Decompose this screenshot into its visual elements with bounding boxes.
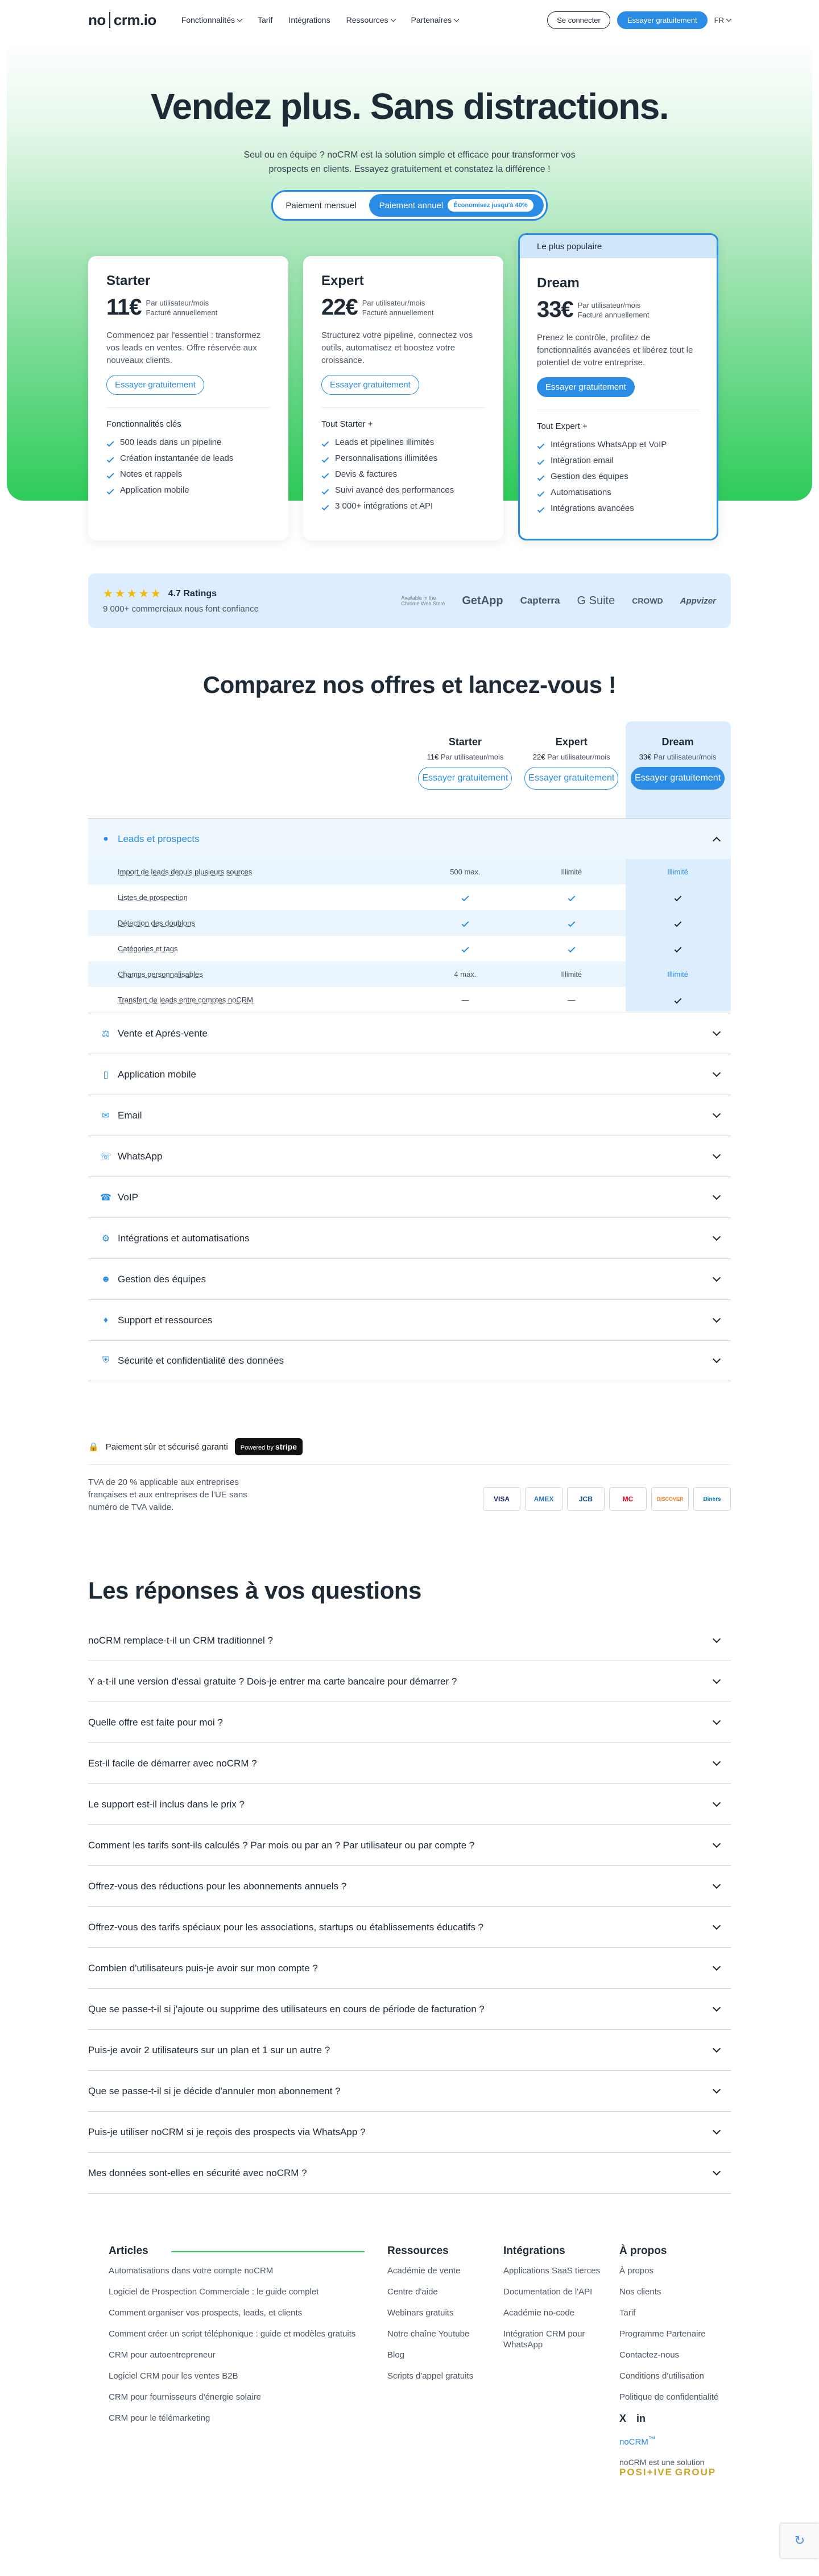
footer-link[interactable]: Tarif [619,2308,636,2318]
footer-link[interactable]: Scripts d'appel gratuits [387,2371,474,2381]
plan-desc: Structurez votre pipeline, connectez vos outils, automatisez et boostez votre croissance. [321,331,473,365]
section-title: Sécurité et confidentialité des données [118,1355,284,1366]
compare-cell-value: 500 max. [450,868,481,876]
chevron-down-icon [713,1921,721,1929]
chevron-down-icon [713,1798,721,1806]
footer-integrations [503,2245,619,2478]
footer-link[interactable]: CRM pour autoentrepreneur [109,2350,216,2360]
compare-row [88,910,731,936]
footer-link[interactable]: Nos clients [619,2287,661,2297]
footer-link[interactable]: Logiciel de Prospection Commerciale : le guide complet [109,2287,319,2297]
footer-heading: À propos [619,2245,667,2257]
footer-link[interactable]: Applications SaaS tierces [503,2266,601,2276]
plan-name: Dream [537,275,580,291]
chevron-down-icon [713,1634,721,1642]
support-icon: ♦ [103,1315,109,1325]
faq-question: Puis-je avoir 2 utilisateurs sur un plan et 1 sur un autre ? [88,2044,330,2055]
chevron-down-icon [713,1355,721,1363]
chevron-down-icon [713,1839,721,1847]
footer-heading: Intégrations [503,2245,565,2257]
capterra-logo[interactable]: Capterra [520,595,560,606]
footer-link[interactable]: Notre chaîne Youtube [387,2329,470,2339]
logo-text-a: no [88,11,106,28]
compare-row-label[interactable]: Listes de prospection [118,893,188,902]
users-icon: ☻ [101,1274,111,1284]
plan-desc: Prenez le contrôle, profitez de fonctionnalités avancées et libérez tout le potentiel de votre entreprise. [537,333,693,368]
check-icon [537,474,545,481]
chevron-down-icon [713,1675,721,1683]
chevron-down-icon [713,1716,721,1724]
footer-resources [387,2245,503,2478]
billing-toggle [271,190,547,221]
compare-cell-value: Illimité [667,868,688,876]
star-icon: ★ [126,587,137,600]
faq-question: Le support est-il inclus dans le prix ? [88,1798,245,1810]
faq-item[interactable] [88,1948,731,1989]
compare-row-label[interactable]: Import de leads depuis plusieurs sources [118,868,253,876]
section-title: Leads et prospects [118,833,200,844]
nav-integrations[interactable]: Intégrations [288,15,330,24]
check-icon [537,458,545,465]
card-logos [483,1487,731,1511]
faq-question: Mes données sont-elles en sécurité avec noCRM ? [88,2167,307,2178]
star-icon: ★ [114,587,125,600]
chevron-down-icon [713,2085,721,2093]
linkedin-icon[interactable]: in [636,2413,646,2424]
features-title: Tout Starter + [321,419,373,429]
feature-item: Gestion des équipes [537,469,700,485]
check-icon [624,893,731,902]
chevron-down-icon [713,2126,721,2134]
price-billing: Facturé annuellement [577,310,650,319]
plan-card-dream [518,233,718,540]
footer-heading: Ressources [387,2245,449,2257]
footer-link[interactable]: Académie no-code [503,2308,575,2318]
compare-row [88,987,731,1013]
chevron-down-icon [713,1068,721,1076]
faq-question: Que se passe-t-il si je décide d'annuler mon abonnement ? [88,2085,341,2096]
features-title: Tout Expert + [537,422,588,431]
section-title: Support et ressources [118,1314,213,1326]
chevron-down-icon [713,1027,721,1035]
section-toggle[interactable] [88,1258,731,1299]
nav-cta-button[interactable]: Essayer gratuitement [617,11,708,29]
top-nav [88,0,731,40]
positive-group[interactable]: noCRM est une solution POSI+IVE GROUP [619,2458,717,2478]
language-select[interactable]: FR [714,16,731,24]
popular-badge: Le plus populaire [520,235,717,258]
plan-price: 33€ [537,297,573,322]
compare-row [88,961,731,987]
check-icon [624,996,731,1004]
shield-icon: ⛨ [102,1356,109,1365]
compare-col-expert: Expert 22€ Par utilisateur/mois Essayer gratuitement [518,721,624,818]
payment-info [88,1438,731,1529]
secure-text: Paiement sûr et sécurisé garanti [105,1442,228,1452]
section-title: Vente et Après-vente [118,1027,208,1039]
crowd-logo[interactable]: CROWD [632,596,663,605]
footer-link[interactable]: Automatisations dans votre compte noCRM [109,2266,274,2276]
section-title: WhatsApp [118,1150,163,1162]
faq-item[interactable] [88,1784,731,1825]
feature-item: Devis & factures [321,467,485,482]
compare-row-label[interactable]: Transfert de leads entre comptes noCRM [118,996,253,1004]
compare-cell-value: Illimité [561,868,582,876]
plan-cta-button[interactable]: Essayer gratuitement [321,375,419,395]
feature-item: Personnalisations illimitées [321,451,485,467]
footer-link[interactable]: Intégration CRM pour WhatsApp [503,2329,585,2350]
section-title: Email [118,1109,142,1121]
footer-link[interactable]: Logiciel CRM pour les ventes B2B [109,2371,238,2381]
check-icon [322,456,329,463]
feature-item: Suivi avancé des performances [321,482,485,498]
compare-row [88,936,731,961]
plan-name: Starter [106,273,151,288]
compare-row-label[interactable]: Catégories et tags [118,944,178,953]
faq-item[interactable] [88,1743,731,1784]
plan-card-expert [303,256,503,540]
compare-cell-value: — [568,996,576,1004]
feature-item: Leads et pipelines illimités [321,435,485,451]
hero-subtitle: Seul ou en équipe ? noCRM est la solution simple et efficace pour transformer vos prospects en clients. Essayez gratuitement et constatez la différence ! [243,150,576,174]
footer-link[interactable]: Programme Partenaire [619,2329,706,2339]
chevron-down-icon [713,1962,721,1970]
faq-question: Offrez-vous des réductions pour les abonnements annuels ? [88,1880,347,1892]
check-icon [624,919,731,927]
chevron-down-icon [390,16,396,22]
chevron-down-icon [713,1880,721,1888]
check-icon [107,456,114,463]
feature-item: Intégrations WhatsApp et VoIP [537,437,700,453]
stripe-badge: Powered by stripe [235,1438,303,1455]
faq-item[interactable] [88,2112,731,2153]
visa-icon: VISA [483,1487,520,1511]
footer-about [619,2245,727,2478]
getapp-logo[interactable]: GetApp [462,594,503,607]
check-icon [107,488,114,495]
compare-col-name: Expert [555,736,588,748]
price-billing: Facturé annuellement [146,308,218,317]
price-unit: Par utilisateur/mois [362,298,425,307]
nav-features[interactable]: Fonctionnalités [181,15,242,24]
feature-item: Application mobile [106,482,270,498]
chevron-down-icon [713,1314,721,1322]
compare-row [88,859,731,885]
faq-question: noCRM remplace-t-il un CRM traditionnel ? [88,1634,274,1646]
plan-price: 11€ [106,295,142,320]
footer-link[interactable]: Politique de confidentialité [619,2392,719,2402]
footer-nocrm-logo[interactable]: noCRM™ [619,2435,656,2447]
compare-col-name: Starter [448,736,482,748]
footer-link[interactable]: Comment créer un script téléphonique : guide et modèles gratuits [109,2329,356,2339]
footer-link[interactable]: CRM pour le télémarketing [109,2413,210,2423]
chevron-down-icon [713,1273,721,1281]
check-icon [518,893,624,902]
faq-question: Y a-t-il une version d'essai gratuite ? Dois-je entrer ma carte bancaire pour démarrer ? [88,1675,457,1687]
section-toggle[interactable] [88,1054,731,1095]
compare-col-starter: Starter 11€ Par utilisateur/mois Essayer gratuitement [412,721,519,818]
faq-item[interactable] [88,1702,731,1743]
plan-cta-button[interactable]: Essayer gratuitement [537,377,635,397]
rating-score: 4.7 Ratings [168,588,217,598]
faq-item[interactable] [88,2153,731,2194]
check-icon [107,472,114,479]
faq-list [88,1620,731,2194]
feature-item: Intégrations avancées [537,501,700,517]
compare-cell-value: Illimité [667,970,688,979]
plug-icon: ⚙ [101,1233,110,1244]
logo[interactable] [88,11,156,29]
features-title: Fonctionnalités clés [106,419,181,429]
star-icon: ★ [138,587,149,600]
footer-link[interactable]: À propos [619,2266,654,2276]
price-unit: Par utilisateur/mois [577,300,641,309]
check-icon [412,919,519,927]
price-billing: Facturé annuellement [362,308,434,317]
section-toggle[interactable] [88,1217,731,1258]
footer-link[interactable]: Blog [387,2350,405,2360]
compare-row-label[interactable]: Champs personnalisables [118,970,203,979]
faq-item[interactable] [88,1661,731,1702]
compare-row-label[interactable]: Détection des doublons [118,919,195,927]
chevron-down-icon [713,1757,721,1765]
mastercard-icon: MC [609,1487,647,1511]
hero-title: Vendez plus. Sans distractions. [150,86,669,127]
mobile-icon: ▯ [103,1070,109,1080]
check-icon [412,893,519,902]
chevron-down-icon [713,1191,721,1199]
compare-row [88,885,731,910]
faq-question: Comment les tarifs sont-ils calculés ? Par mois ou par an ? Par utilisateur ou par compte ? [88,1839,475,1851]
discount-badge: Économisez jusqu'à 40% [448,199,533,212]
footer-link[interactable]: Documentation de l'API [503,2287,593,2297]
plan-cta-button[interactable]: Essayer gratuitement [106,375,204,395]
chevron-down-icon [713,2003,721,2011]
faq-item[interactable] [88,1866,731,1907]
faq-question: Est-il facile de démarrer avec noCRM ? [88,1757,257,1769]
faq-question: Quelle offre est faite pour moi ? [88,1716,223,1728]
footer-link[interactable]: Contactez-nous [619,2350,680,2360]
check-icon [537,490,545,497]
faq-question: Que se passe-t-il si j'ajoute ou supprime des utilisateurs en cours de période de facturation ? [88,2003,485,2014]
section-toggle[interactable] [88,1176,731,1217]
faq-item[interactable] [88,1620,731,1661]
rating-stars [103,588,259,600]
plan-price: 22€ [321,295,358,320]
check-icon [322,472,329,479]
tva-note: TVA de 20 % applicable aux entreprises françaises et aux entreprises de l'UE sans numéro de TVA valide. [88,1477,247,1512]
nav-resources[interactable]: Ressources [346,15,395,24]
check-icon [322,503,329,511]
section-toggle[interactable] [88,1013,731,1054]
faq-question: Puis-je utiliser noCRM si je reçois des prospects via WhatsApp ? [88,2126,366,2137]
footer-link[interactable]: Comment organiser vos prospects, leads, et clients [109,2308,303,2318]
compare-col-name: Dream [661,736,694,748]
faq-title: Les réponses à vos questions [88,1577,421,1604]
section-toggle[interactable] [88,1095,731,1136]
compare-cell-value: — [461,996,469,1004]
chevron-down-icon [237,16,243,22]
section-title: VoIP [118,1191,138,1203]
chevron-down-icon [713,2167,721,2175]
compare-cell-value: 4 max. [454,970,477,979]
rating-sub: 9 000+ commerciaux nous font confiance [103,604,259,614]
nav-partners[interactable]: Partenaires [411,15,459,24]
gsuite-logo[interactable]: G Suite [577,594,615,607]
check-icon [412,944,519,953]
star-icon: ★ [150,587,161,600]
compare-table [88,721,731,1381]
login-button[interactable]: Se connecter [547,11,610,29]
feature-item: Notes et rappels [106,467,270,482]
rating-bar [88,573,731,628]
recaptcha-icon[interactable]: ↻ [780,2524,819,2558]
check-icon [518,919,624,927]
section-title: Intégrations et automatisations [118,1232,250,1244]
nav-links [181,15,458,24]
section-title: Application mobile [118,1068,196,1080]
compare-cta-button[interactable]: Essayer gratuitement [524,767,618,790]
faq-item[interactable] [88,1825,731,1866]
feature-item: 3 000+ intégrations et API [321,498,485,514]
section-toggle[interactable] [88,1136,731,1176]
compare-cta-button[interactable]: Essayer gratuitement [418,767,512,790]
toggle-monthly[interactable]: Paiement mensuel [286,200,357,210]
section-leads[interactable] [88,818,731,859]
toggle-annual[interactable]: Paiement annuel Économisez jusqu'à 40% [369,194,544,217]
sitemap-icon: ⚖ [101,1029,110,1039]
plan-name: Expert [321,273,364,288]
footer-articles [109,2245,365,2478]
user-icon: ● [103,833,109,844]
footer-link[interactable]: Conditions d'utilisation [619,2371,704,2381]
faq-question: Offrez-vous des tarifs spéciaux pour les associations, startups ou établissements éducatifs ? [88,1921,484,1933]
check-icon [518,944,624,953]
feature-item: Automatisations [537,485,700,501]
chevron-down-icon [713,1109,721,1117]
footer-link[interactable]: CRM pour fournisseurs d'énergie solaire [109,2392,261,2402]
faq-item[interactable] [88,1989,731,2030]
plan-cards [88,233,731,540]
chrome-store-logo[interactable]: Available in the Chrome Web Store [401,595,445,606]
faq-item[interactable] [88,1907,731,1948]
star-icon: ★ [103,587,113,600]
chevron-up-icon [713,836,721,844]
envelope-icon: ✉ [102,1111,110,1121]
check-icon [624,944,731,953]
lock-icon: 🔒 [88,1442,99,1452]
chevron-down-icon [726,16,732,22]
jcb-icon: JCB [567,1487,605,1511]
check-icon [537,442,545,449]
footer [88,2245,731,2478]
check-icon [537,506,545,513]
compare-cell-value: Illimité [561,970,582,979]
chevron-down-icon [454,16,460,22]
footer-link[interactable]: Webinars gratuits [387,2308,454,2318]
plan-desc: Commencez par l'essentiel : transformez vos leads en ventes. Offre réservée aux nouveaux clients. [106,331,261,365]
whatsapp-icon: ☏ [100,1151,111,1162]
price-unit: Par utilisateur/mois [146,298,209,307]
check-icon [322,440,329,447]
logo-text-b: crm [113,11,140,28]
nav-pricing[interactable]: Tarif [257,15,273,24]
logo-text-c: .io [139,11,156,28]
check-icon [322,488,329,495]
check-icon [107,440,114,447]
diners-icon: Diners [693,1487,731,1511]
appvizer-logo[interactable]: Appvizer [680,596,716,606]
faq-item[interactable] [88,2030,731,2071]
x-icon[interactable]: X [619,2413,627,2424]
phone-icon: ☎ [100,1192,111,1203]
chevron-down-icon [713,1150,721,1158]
section-toggle[interactable] [88,1299,731,1340]
chevron-down-icon [713,1232,721,1240]
section-toggle[interactable] [88,1340,731,1381]
review-logos [401,595,716,608]
footer-link[interactable]: Académie de vente [387,2266,461,2276]
footer-heading: Articles [109,2245,148,2257]
feature-item: 500 leads dans un pipeline [106,435,270,451]
section-title: Gestion des équipes [118,1273,206,1285]
feature-item: Création instantanée de leads [106,451,270,467]
feature-item: Intégration email [537,453,700,469]
chevron-down-icon [713,2044,721,2052]
compare-cta-button[interactable]: Essayer gratuitement [631,767,725,790]
faq-question: Combien d'utilisateurs puis-je avoir sur mon compte ? [88,1962,318,1974]
amex-icon: AMEX [525,1487,562,1511]
footer-link[interactable]: Centre d'aide [387,2287,438,2297]
hero [0,40,819,233]
compare-title: Comparez nos offres et lancez-vous ! [202,671,617,698]
compare-col-dream: Dream 33€ Par utilisateur/mois Essayer gratuitement [624,721,731,818]
discover-icon: DISCOVER [651,1487,689,1511]
plan-card-starter [88,256,288,540]
faq-item[interactable] [88,2071,731,2112]
